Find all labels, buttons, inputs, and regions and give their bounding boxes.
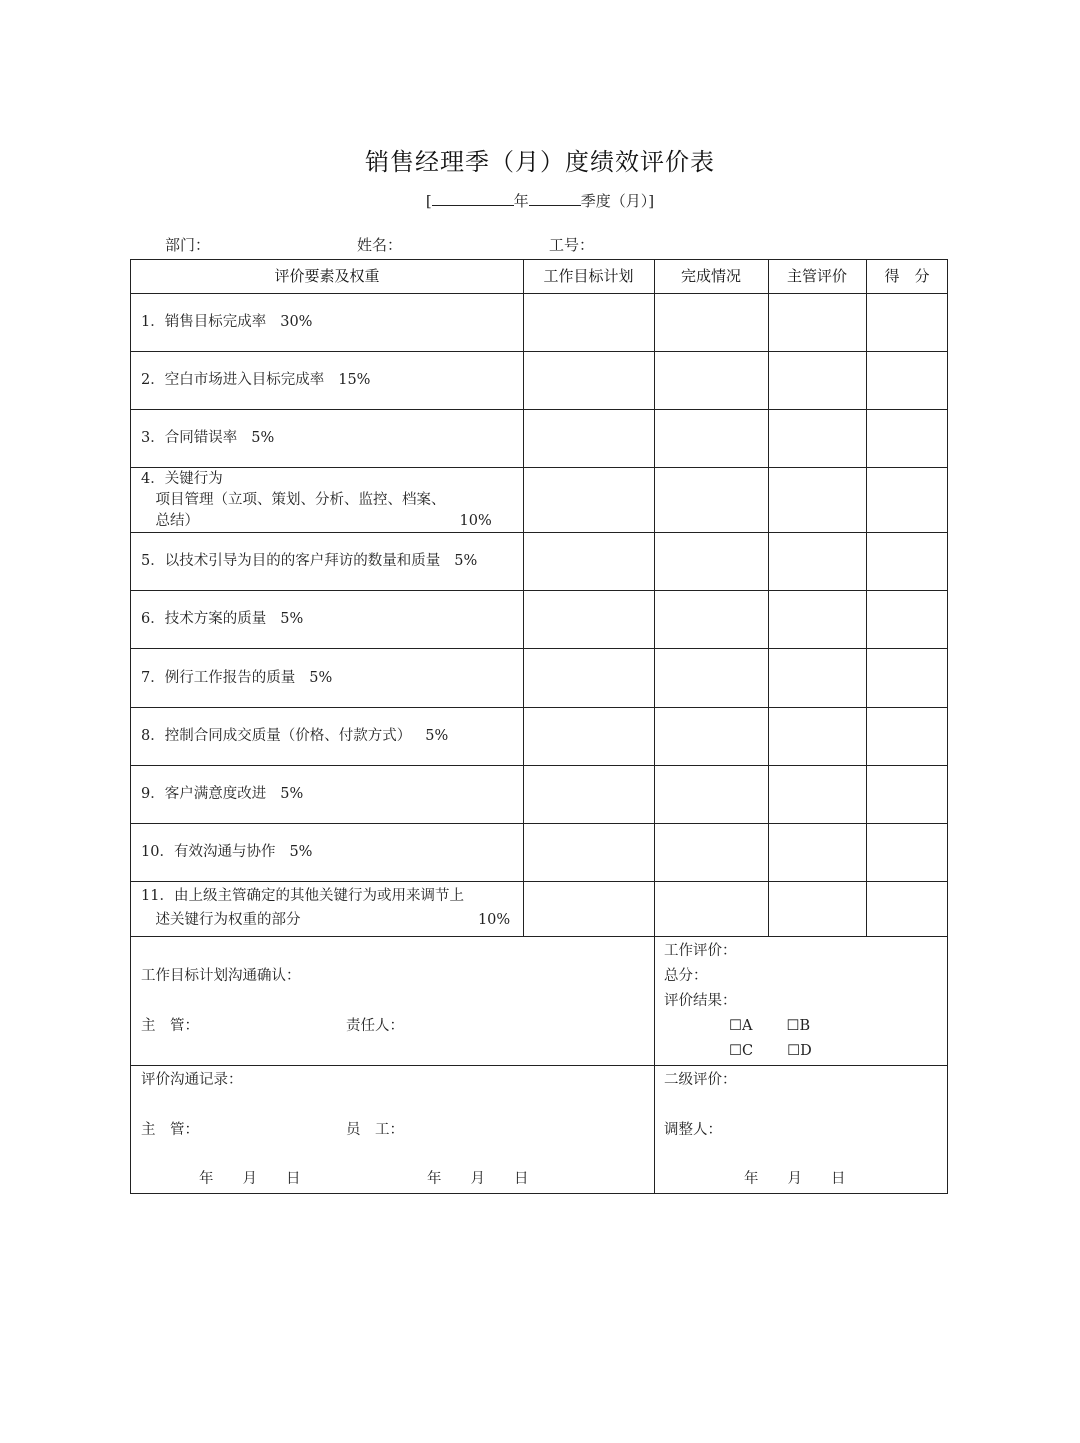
comm-supervisor-date: 年 月 日 — [199, 1171, 301, 1187]
header-score: 得 分 — [884, 267, 930, 285]
header-status: 完成情况 — [680, 267, 741, 285]
factor-row: 1．销售目标完成率 30% — [141, 314, 313, 330]
adjuster-label: 调整人： — [664, 1122, 722, 1138]
total-score-label: 总分： — [664, 968, 708, 984]
factor-row: 3．合同错误率 5% — [141, 430, 275, 446]
column-divider — [768, 260, 769, 936]
period-line — [0, 190, 1080, 211]
factor-row: 5．以技术引导为目的的客户拜访的数量和质量 5% — [141, 553, 478, 569]
factor-row: 11．由上级主管确定的其他关键行为或用来调节上 述关键行为权重的部分 10% — [141, 888, 511, 928]
year-blank[interactable] — [432, 191, 514, 206]
header-factor: 评价要素及权重 — [274, 267, 380, 285]
column-divider — [866, 260, 867, 936]
quarter-blank[interactable] — [529, 191, 581, 206]
plan-confirm-label: 工作目标计划沟通确认： — [141, 968, 301, 984]
work-eval-label: 工作评价： — [664, 943, 737, 959]
factor-row: 8．控制合同成交质量（价格、付款方式） 5% — [141, 728, 449, 744]
option-a-checkbox[interactable]: ☐A — [729, 1018, 753, 1034]
comm-supervisor-label: 主 管： — [141, 1122, 199, 1138]
column-divider — [654, 260, 655, 1193]
header-plan: 工作目标计划 — [543, 267, 634, 285]
quarter-label: 季度（月）] — [580, 192, 655, 210]
option-c-checkbox[interactable]: ☐C — [729, 1043, 754, 1059]
plan-supervisor-label: 主 管： — [141, 1018, 199, 1034]
comm-employee-label: 员 工： — [346, 1122, 404, 1138]
plan-responsible-label: 责任人： — [346, 1018, 404, 1034]
factor-row: 6．技术方案的质量 5% — [141, 611, 304, 627]
comm-employee-date: 年 月 日 — [427, 1171, 529, 1187]
row-divider — [131, 936, 947, 937]
evaluation-table — [130, 259, 948, 1194]
second-level-label: 二级评价： — [664, 1072, 737, 1088]
year-label: 年 — [513, 192, 529, 210]
result-options-row — [729, 1039, 846, 1064]
period-open: [ — [425, 192, 432, 210]
page-title: 销售经理季（月）度绩效评价表 — [365, 148, 715, 176]
result-options-row — [729, 1014, 844, 1039]
row-divider — [131, 1065, 947, 1066]
option-b-checkbox[interactable]: ☐B — [786, 1018, 811, 1034]
name-label: 姓名： — [357, 236, 403, 254]
employee-no-label: 工号： — [549, 236, 595, 254]
option-d-checkbox[interactable]: ☐D — [787, 1043, 812, 1059]
factor-row: 4．关键行为 项目管理（立项、策划、分析、监控、档案、 总结） 10% — [141, 471, 492, 529]
factor-row: 7．例行工作报告的质量 5% — [141, 669, 333, 686]
factor-row: 9．客户满意度改进 5% — [141, 786, 304, 802]
comm-record-label: 评价沟通记录： — [141, 1072, 243, 1088]
department-label: 部门： — [165, 236, 211, 254]
header-supervisor: 主管评价 — [786, 267, 847, 285]
factor-row: 2．空白市场进入目标完成率 15% — [141, 372, 371, 388]
eval-result-label: 评价结果： — [664, 993, 737, 1009]
second-level-date: 年 月 日 — [744, 1171, 846, 1187]
column-divider — [523, 260, 524, 936]
factor-row: 10．有效沟通与协作 5% — [141, 844, 313, 860]
